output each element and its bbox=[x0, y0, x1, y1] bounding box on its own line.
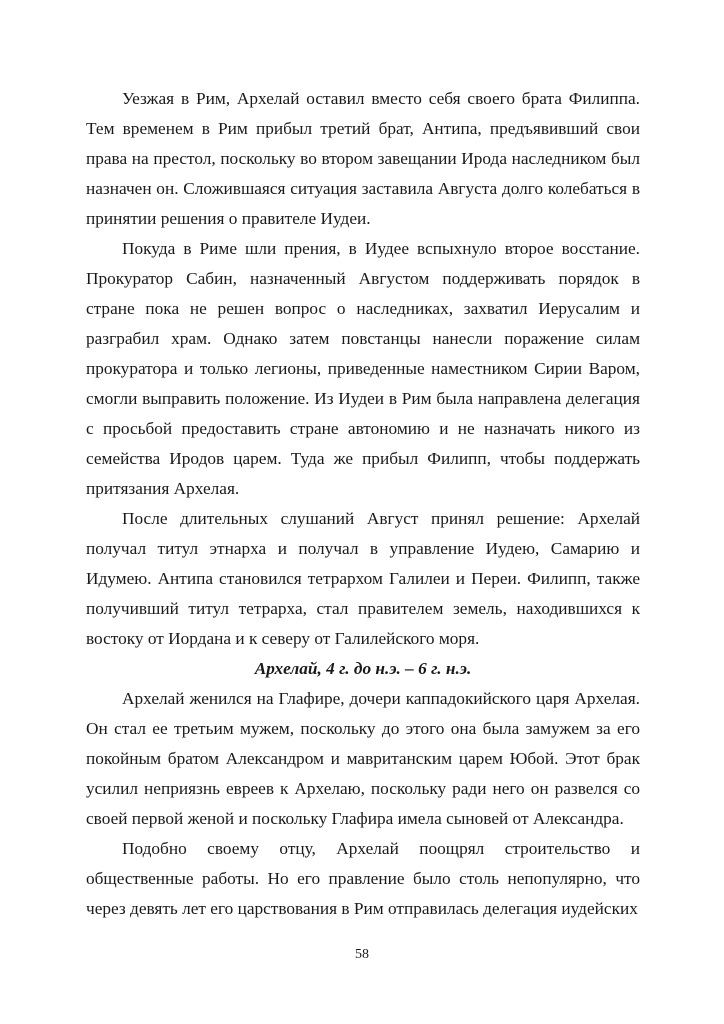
paragraph-4: Архелай женился на Глафире, дочери каппадокийского царя Архелая. Он стал ее третьим мужем, поскольку до этого она была замужем за его покойным братом Александром и мавританским царем Юбой. Этот брак усилил неприязнь евреев к Архелаю, поскольку ради него он развелся со своей первой женой и поскольку Глафира имела сыновей от Александра. bbox=[86, 689, 640, 828]
paragraph-1: Уезжая в Рим, Архелай оставил вместо себя своего брата Филиппа. Тем временем в Рим прибыл третий брат, Антипа, предъявивший свои права на престол, поскольку во втором завещании Ирода наследником был назначен он. Сложившаяся ситуация заставила Августа долго колебаться в принятии решения о правителе Иудеи. bbox=[86, 89, 640, 228]
paragraph-3: После длительных слушаний Август принял решение: Архелай получал титул этнарха и получал в управление Иудею, Самарию и Идумею. Антипа становился тетрархом Галилеи и Переи. Филипп, также получивший титул тетрарха, стал правителем земель, находившихся к востоку от Иордана и к северу от Галилейского моря. bbox=[86, 509, 640, 648]
page-body bbox=[86, 84, 640, 924]
paragraph-5: Подобно своему отцу, Архелай поощрял строительство и общественные работы. Но его правление было столь непопулярно, что через девять лет его царствования в Рим отправилась делегация иудейских bbox=[86, 839, 640, 918]
page-number: 58 bbox=[355, 947, 369, 962]
paragraph-2: Покуда в Риме шли прения, в Иудее вспыхнуло второе восстание. Прокуратор Сабин, назначенный Августом поддерживать порядок в стране пока не решен вопрос о наследниках, захватил Иерусалим и разграбил храм. Однако затем повстанцы нанесли поражение силам прокуратора и только легионы, приведенные наместником Сирии Варом, смогли выправить положение. Из Иудеи в Рим была направлена делегация с просьбой предоставить стране автономию и не назначать никого из семейства Иродов царем. Туда же прибыл Филипп, чтобы поддержать притязания Архелая. bbox=[86, 239, 640, 498]
section-heading: Архелай, 4 г. до н.э. – 6 г. н.э. bbox=[254, 659, 472, 678]
